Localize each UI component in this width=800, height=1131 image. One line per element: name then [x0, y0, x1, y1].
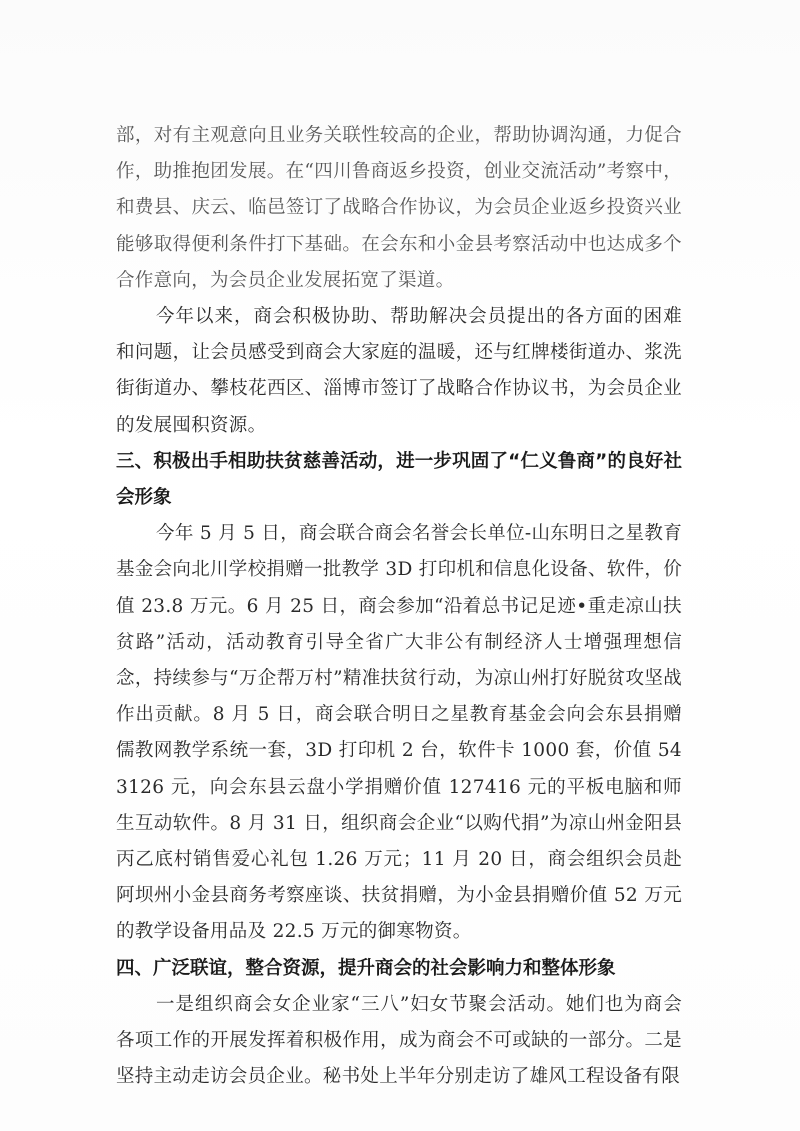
section-heading-4: 四、广泛联谊，整合资源，提升商会的社会影响力和整体形象 [116, 957, 616, 979]
paragraph-member-support: 今年以来，商会积极协助、帮助解决会员提出的各方面的困难和问题，让会员感受到商会大家庭的温暖，还与红牌楼街道办、浆洗街街道办、攀枝花西区、淄博市签订了战略合作协议书，为会员企业的发展囤积资源。 [116, 306, 682, 436]
document-body [116, 118, 682, 1095]
section-heading-3: 三、积极出手相助扶贫慈善活动，进一步巩固了“仁义鲁商”的良好社会形象 [116, 450, 682, 509]
paragraph-cooperation: 部，对有主观意向且业务关联性较高的企业，帮助协调沟通，力促合作，助推抱团发展。在“四川鲁商返乡投资，创业交流活动”考察中，和费县、庆云、临邑签订了战略合作协议，为会员企业返乡投资兴业能够取得便利条件打下基础。在会东和小金县考察活动中也达成多个合作意向，为会员企业发展拓宽了渠道。 [116, 125, 682, 291]
paragraph-poverty-relief: 今年 5 月 5 日，商会联合商会名誉会长单位-山东明日之星教育基金会向北川学校捐赠一批教学 3D 打印机和信息化设备、软件，价值 23.8 万元。6 月 25 日，商会参加“沿着总书记足迹•重走凉山扶贫路”活动，活动教育引导全省广大非公有制经济人士增强理想信念，持续参与“万企帮万村”精准扶贫行动，为凉山州打好脱贫攻坚战作出贡献。8 月 5 日，商会联合明日之星教育基金会向会东县捐赠儒教网教学系统一套，3D 打印机 2 台，软件卡 1000 套，价值 543126 元，向会东县云盘小学捐赠价值 127416 元的平板电脑和师生互动软件。8 月 31 日，组织商会企业“以购代捐”为凉山州金阳县丙乙底村销售爱心礼包 1.26 万元；11 月 20 日，商会组织会员赴阿坝州小金县商务考察座谈、扶贫捐赠，为小金县捐赠价值 52 万元的教学设备用品及 22.5 万元的御寒物资。 [116, 523, 682, 943]
paragraph-networking: 一是组织商会女企业家“三八”妇女节聚会活动。她们也为商会各项工作的开展发挥着积极作用，成为商会不可或缺的一部分。二是坚持主动走访会员企业。秘书处上半年分别走访了雄风工程设备有限 [116, 993, 682, 1088]
